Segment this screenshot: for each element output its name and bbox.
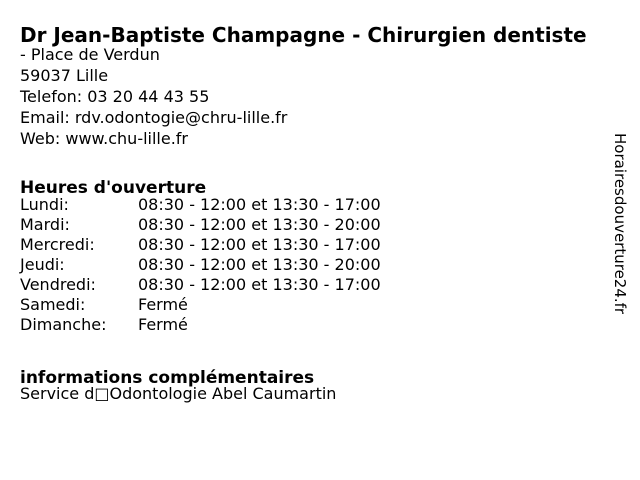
hours-table <box>20 195 381 335</box>
address-line-1: - Place de Verdun <box>20 45 160 64</box>
day-label: Lundi: <box>20 195 69 214</box>
contact-block <box>20 44 287 149</box>
hours-section-heading: Heures d'ouverture <box>20 178 207 199</box>
hours-row-thursday <box>20 255 381 275</box>
day-hours: 08:30 - 12:00 et 13:30 - 17:00 <box>138 195 381 214</box>
address-line-2: 59037 Lille <box>20 66 109 85</box>
day-label: Mercredi: <box>20 235 95 254</box>
page-title: Dr Jean-Baptiste Champagne - Chirurgien dentiste <box>20 23 587 48</box>
hours-row-saturday <box>20 295 381 315</box>
phone-line: Telefon: 03 20 44 43 55 <box>20 87 210 106</box>
day-hours: Fermé <box>138 295 188 314</box>
site-watermark: Horairesdouverture24.fr <box>611 133 629 315</box>
info-text: Service d□Odontologie Abel Caumartin <box>20 384 337 403</box>
day-label: Vendredi: <box>20 275 96 294</box>
info-section-heading: informations complémentaires <box>20 368 315 389</box>
hours-row-tuesday <box>20 215 381 235</box>
day-label: Mardi: <box>20 215 70 234</box>
hours-row-sunday <box>20 315 381 335</box>
day-label: Dimanche: <box>20 315 107 334</box>
hours-row-monday <box>20 195 381 215</box>
day-hours: 08:30 - 12:00 et 13:30 - 17:00 <box>138 235 381 254</box>
day-hours: 08:30 - 12:00 et 13:30 - 17:00 <box>138 275 381 294</box>
hours-row-friday <box>20 275 381 295</box>
day-hours: 08:30 - 12:00 et 13:30 - 20:00 <box>138 215 381 234</box>
day-label: Samedi: <box>20 295 86 314</box>
web-line: Web: www.chu-lille.fr <box>20 129 189 148</box>
email-line: Email: rdv.odontogie@chru-lille.fr <box>20 108 288 127</box>
day-hours: 08:30 - 12:00 et 13:30 - 20:00 <box>138 255 381 274</box>
day-hours: Fermé <box>138 315 188 334</box>
day-label: Jeudi: <box>20 255 65 274</box>
hours-row-wednesday <box>20 235 381 255</box>
